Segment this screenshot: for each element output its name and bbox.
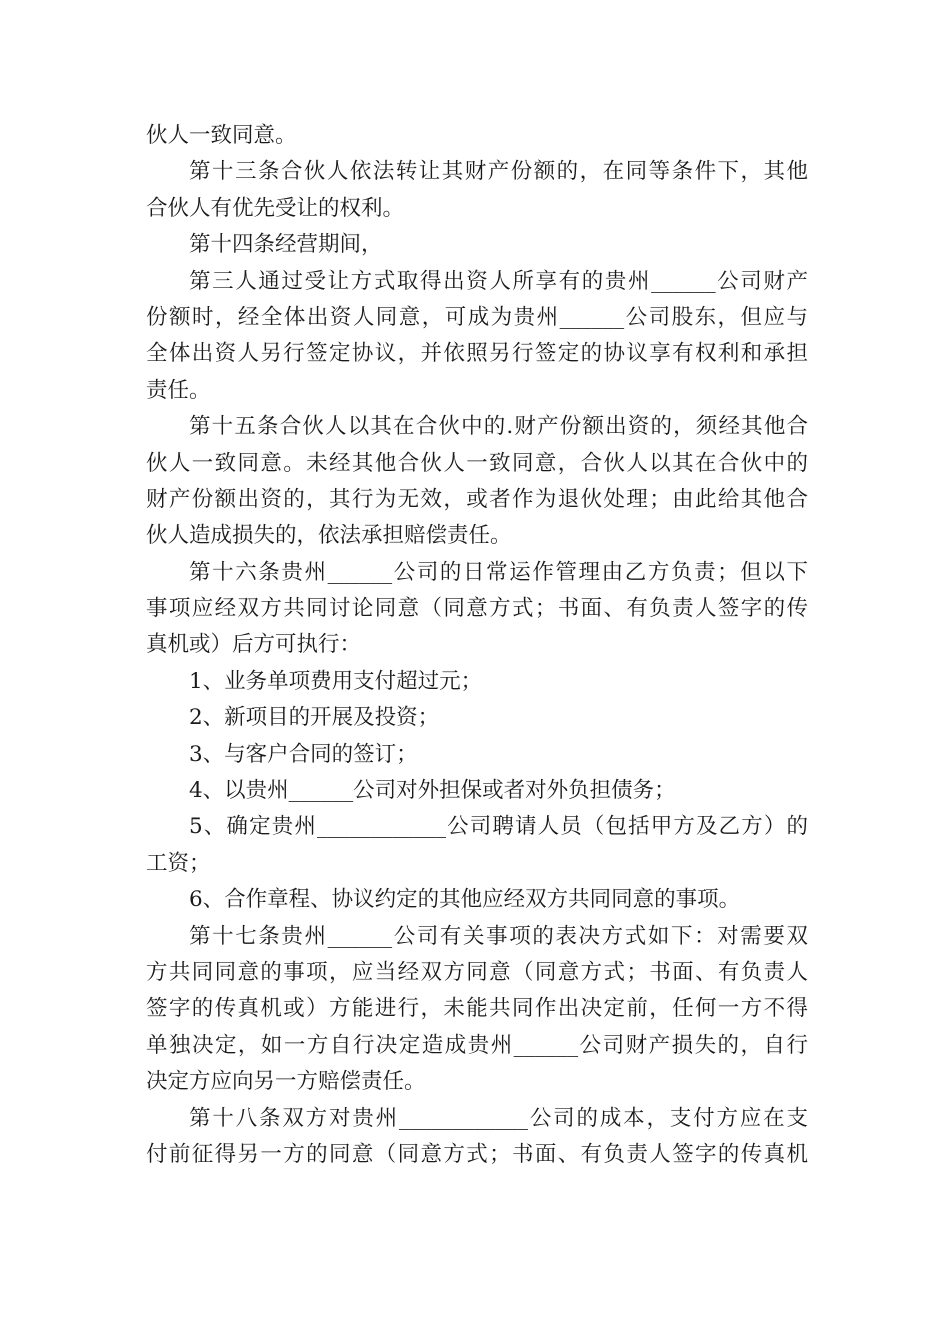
text-line: 方共同同意的事项，应当经双方同意（同意方式；书面、有负责人 [146, 959, 808, 985]
text-line: 第十五条合伙人以其在合伙中的.财产份额出资的，须经其他合 [189, 414, 808, 440]
text-line: 付前征得另一方的同意（同意方式；书面、有负责人签字的传真机 [146, 1141, 808, 1167]
text-line: 伙人一致同意。 [146, 123, 297, 148]
text-line: 2、新项目的开展及投资； [189, 705, 440, 731]
text-line: 伙人造成损失的，依法承担赔偿责任。 [146, 523, 512, 549]
text-line: 第十八条双方对贵州____________公司的成本，支付方应在支 [189, 1105, 808, 1131]
text-line: 财产份额出资的，其行为无效，或者作为退伙处理；由此给其他合 [146, 486, 808, 512]
text-line: 1、业务单项费用支付超过元； [189, 668, 483, 694]
text-line: 责任。 [146, 377, 211, 403]
text-line: 签字的传真机或）方能进行，未能共同作出决定前，任何一方不得 [146, 996, 808, 1022]
text-line: 事项应经双方共同讨论同意（同意方式；书面、有负责人签字的传 [146, 596, 808, 622]
text-line: 伙人一致同意。未经其他合伙人一致同意，合伙人以其在合伙中的 [146, 450, 808, 476]
text-line: 第十四条经营期间， [189, 232, 383, 258]
document-body [146, 118, 808, 1173]
text-line: 第十七条贵州______公司有关事项的表决方式如下：对需要双 [189, 923, 808, 949]
text-line: 全体出资人另行签定协议，并依照另行签定的协议享有权利和承担 [146, 341, 808, 367]
text-line: 第十六条贵州______公司的日常运作管理由乙方负责；但以下 [189, 559, 808, 585]
text-line: 决定方应向另一方赔偿责任。 [146, 1069, 426, 1095]
text-line: 单独决定，如一方自行决定造成贵州______公司财产损失的，自行 [146, 1032, 808, 1058]
text-line: 第十三条合伙人依法转让其财产份额的，在同等条件下，其他 [189, 159, 808, 185]
text-line: 第三人通过受让方式取得出资人所享有的贵州______公司财产 [189, 268, 808, 294]
text-line: 4、以贵州______公司对外担保或者对外负担债务； [189, 778, 676, 804]
text-line: 合伙人有优先受让的权利。 [146, 195, 405, 221]
text-line: 真机或）后方可执行： [146, 632, 362, 658]
text-line: 工资； [146, 850, 211, 876]
text-line: 6、合作章程、协议约定的其他应经双方共同同意的事项。 [189, 887, 741, 913]
text-line: 5、确定贵州____________公司聘请人员（包括甲方及乙方）的 [189, 814, 808, 840]
text-line: 3、与客户合同的签订； [189, 741, 418, 767]
text-line: 份额时，经全体出资人同意，可成为贵州______公司股东，但应与 [146, 304, 808, 330]
